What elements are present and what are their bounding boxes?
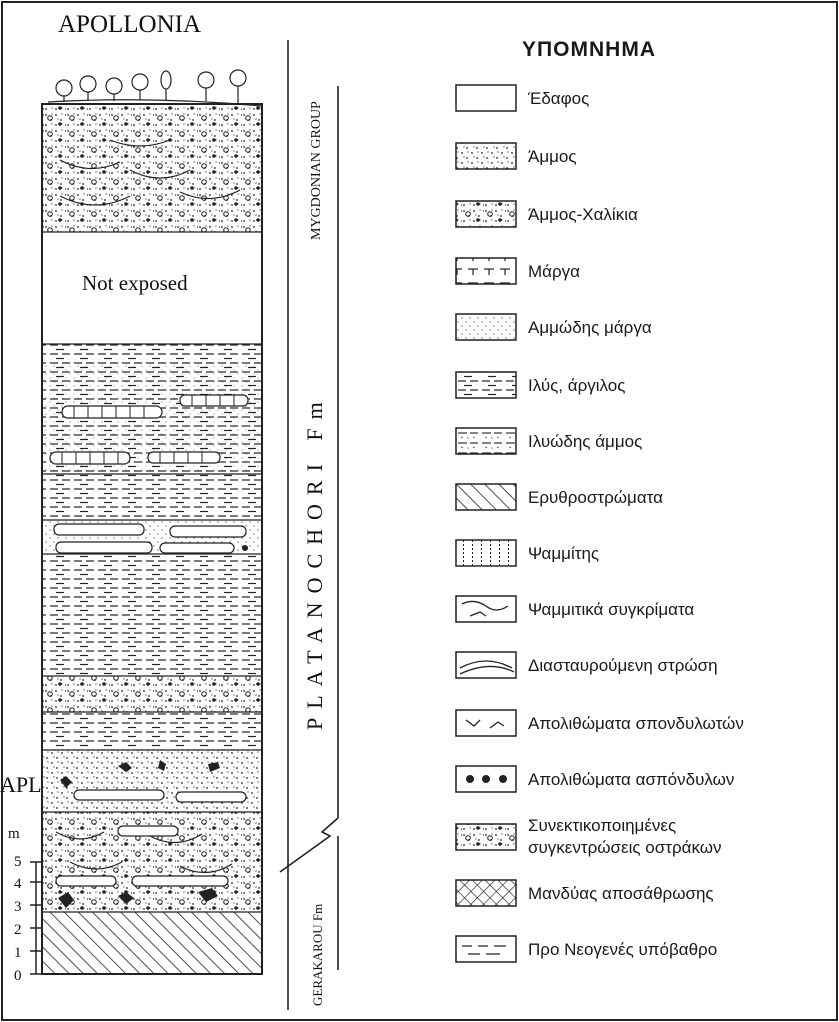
legend-label-sand: Άμμος xyxy=(528,147,577,166)
scale-tick-3: 3 xyxy=(14,899,22,915)
swatch-sandy-marl xyxy=(456,314,516,340)
legend-label-cross-bedding: Διασταυρούμενη στρώση xyxy=(528,656,718,675)
swatch-silty-sand xyxy=(456,428,516,454)
scale-tick-0: 0 xyxy=(14,968,22,984)
swatch-red-beds xyxy=(456,484,516,510)
legend-label-shell-concentrations-line1: Συνεκτικοποιημένες xyxy=(528,816,677,835)
legend-label-shell-concentrations-line2: συγκεντρώσεις οστράκων xyxy=(528,838,722,857)
figure-title: APOLLONIA xyxy=(58,11,202,38)
legend-label-marl: Μάργα xyxy=(528,262,580,281)
legend-title: ΥΠΟΜΝΗΜΑ xyxy=(522,38,656,61)
swatch-weathering-mantle xyxy=(456,880,516,906)
swatch-sandstone-concretions xyxy=(456,596,516,622)
scale-tick-5: 5 xyxy=(14,854,22,870)
legend-label-silty-sand: Ιλυώδης άμμος xyxy=(528,432,643,451)
legend-label-sandstone-concretions: Ψαμμιτικά συγκρίματα xyxy=(528,600,695,619)
stratigraphic-column xyxy=(42,70,262,974)
layer-sand-fossils xyxy=(42,750,262,812)
sample-label: APL xyxy=(0,772,42,797)
swatch-sand xyxy=(456,143,516,169)
formation-mygdonian: MYGDONIAN GROUP xyxy=(309,101,324,240)
not-exposed-label: Not exposed xyxy=(82,271,188,295)
legend xyxy=(456,38,744,962)
legend-label-pre-neogene-basement: Προ Νεογενές υπόβαθρο xyxy=(528,940,718,959)
layer-silt-clay-2 xyxy=(42,474,262,520)
swatch-sand-gravel xyxy=(456,201,516,227)
swatch-silt-clay xyxy=(456,372,516,398)
legend-label-weathering-mantle: Μανδύας αποσάθρωσης xyxy=(528,884,714,903)
legend-label-sand-gravel: Άμμος-Χαλίκια xyxy=(528,205,638,224)
swatch-sandstone xyxy=(456,540,516,566)
swatch-vertebrate-fossils xyxy=(456,710,516,736)
swatch-shell-concentrations xyxy=(456,824,516,850)
layer-sand-gravel-top xyxy=(42,104,262,232)
formation-platanochori: PLATANOCHORI Fm xyxy=(302,393,327,730)
layer-shell-concentrations xyxy=(42,676,262,712)
scale-unit: m xyxy=(8,826,20,842)
formation-gerakarou: GERAKAROU Fm xyxy=(310,903,325,1006)
legend-label-sandstone: Ψαμμίτης xyxy=(528,544,600,563)
scale-bar xyxy=(8,826,42,984)
layer-silt-clay-3 xyxy=(42,554,262,676)
legend-label-red-beds: Ερυθροστρώματα xyxy=(528,488,663,507)
swatch-pre-neogene-basement xyxy=(456,936,516,962)
vegetation-symbols xyxy=(48,70,262,106)
scale-tick-1: 1 xyxy=(14,945,22,961)
legend-label-vertebrate-fossils: Απολιθώματα σπονδυλωτών xyxy=(528,714,744,733)
scale-tick-4: 4 xyxy=(14,876,22,892)
swatch-marl xyxy=(456,258,516,284)
swatch-soil xyxy=(456,85,516,111)
scale-tick-2: 2 xyxy=(14,922,22,938)
legend-label-soil: Έδαφος xyxy=(528,89,590,108)
layer-red-beds xyxy=(42,912,262,974)
legend-label-invertebrate-fossils: Απολιθώματα ασπόνδυλων xyxy=(528,770,735,789)
legend-label-silt-clay: Ιλύς, άργιλος xyxy=(528,376,626,395)
legend-label-sandy-marl: Αμμώδης μάργα xyxy=(528,318,652,337)
